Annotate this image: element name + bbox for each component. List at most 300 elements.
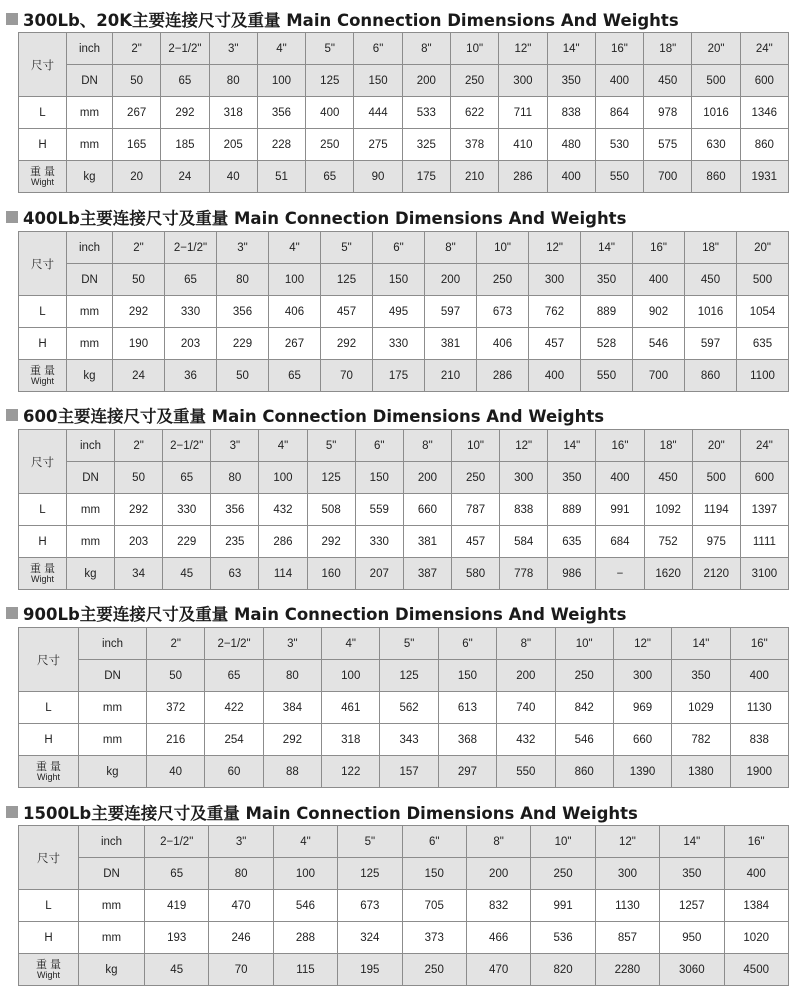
inch-cell: 2−1/2" (145, 826, 209, 858)
weight-value-cell: 400 (547, 161, 595, 193)
inch-cell: 4" (273, 826, 337, 858)
inch-cell: 20" (692, 33, 740, 65)
l-value-cell: 978 (644, 97, 692, 129)
inch-cell: 6" (402, 826, 466, 858)
l-value-cell: 613 (438, 692, 496, 724)
kg-unit-cell: kg (67, 558, 115, 590)
size-label-cell: 尺寸 (19, 628, 79, 692)
table-row-h (19, 724, 789, 756)
dn-cell: 600 (740, 462, 788, 494)
h-value-cell: 975 (692, 526, 740, 558)
weight-value-cell: 88 (263, 756, 321, 788)
dn-cell: 250 (451, 462, 499, 494)
inch-cell: 12" (499, 33, 547, 65)
h-value-cell: 165 (113, 129, 161, 161)
weight-value-cell: 195 (338, 954, 402, 986)
inch-label-cell: inch (67, 430, 115, 462)
h-value-cell: 378 (450, 129, 498, 161)
weight-value-cell: 70 (321, 360, 373, 392)
weight-value-cell: 860 (685, 360, 737, 392)
kg-unit-cell: kg (79, 954, 145, 986)
inch-cell: 4" (322, 628, 380, 660)
dimensions-table (18, 825, 789, 986)
section-title: 600主要连接尺寸及重量 Main Connection Dimensions And Weights (23, 407, 605, 426)
l-value-cell: 559 (355, 494, 403, 526)
size-label-cell: 尺寸 (19, 826, 79, 890)
l-value-cell: 356 (217, 296, 269, 328)
dn-cell: 350 (581, 264, 633, 296)
table-row-inch (19, 232, 789, 264)
dn-cell: 100 (257, 65, 305, 97)
weight-value-cell: 175 (402, 161, 450, 193)
weight-value-cell: 210 (425, 360, 477, 392)
inch-cell: 3" (209, 33, 257, 65)
l-value-cell: 902 (633, 296, 685, 328)
dn-cell: 400 (724, 858, 788, 890)
weight-value-cell: 297 (438, 756, 496, 788)
dn-cell: 200 (402, 65, 450, 97)
table-row-inch (19, 430, 789, 462)
inch-cell: 12" (613, 628, 671, 660)
h-label-cell: H (19, 922, 79, 954)
l-value-cell: 470 (209, 890, 273, 922)
h-value-cell: 286 (259, 526, 307, 558)
l-value-cell: 1194 (692, 494, 740, 526)
table-row-dn (19, 462, 789, 494)
inch-cell: 12" (595, 826, 659, 858)
h-value-cell: 324 (338, 922, 402, 954)
weight-label-en: Wight (36, 969, 60, 980)
inch-label-cell: inch (67, 33, 113, 65)
weight-label-cell (19, 954, 79, 986)
weight-label-cn: 重 量 (35, 958, 62, 971)
h-value-cell: 203 (165, 328, 217, 360)
dn-cell: 65 (145, 858, 209, 890)
inch-cell: 10" (531, 826, 595, 858)
l-value-cell: 991 (531, 890, 595, 922)
h-label-cell: H (19, 724, 79, 756)
weight-value-cell: 122 (322, 756, 380, 788)
inch-cell: 24" (740, 430, 788, 462)
weight-value-cell: 157 (380, 756, 438, 788)
dn-cell: 500 (692, 462, 740, 494)
table-row-dn (19, 264, 789, 296)
inch-cell: 3" (209, 826, 273, 858)
dn-cell: 100 (269, 264, 321, 296)
inch-cell: 4" (269, 232, 321, 264)
dn-cell: 300 (499, 65, 547, 97)
weight-value-cell: 50 (217, 360, 269, 392)
weight-value-cell: 115 (273, 954, 337, 986)
h-value-cell: 457 (451, 526, 499, 558)
dn-cell: 300 (595, 858, 659, 890)
inch-cell: 2" (147, 628, 205, 660)
l-value-cell: 711 (499, 97, 547, 129)
l-value-cell: 533 (402, 97, 450, 129)
dimensions-table (18, 429, 789, 590)
weight-value-cell: 65 (306, 161, 354, 193)
h-value-cell: 575 (644, 129, 692, 161)
l-value-cell: 1384 (724, 890, 788, 922)
weight-value-cell: 45 (163, 558, 211, 590)
dn-cell: 100 (259, 462, 307, 494)
weight-value-cell: 70 (209, 954, 273, 986)
section-title: 400Lb主要连接尺寸及重量 Main Connection Dimensions And Weights (23, 209, 627, 228)
weight-value-cell: 36 (165, 360, 217, 392)
h-value-cell: 292 (307, 526, 355, 558)
h-value-cell: 406 (477, 328, 529, 360)
inch-cell: 20" (737, 232, 789, 264)
table-row-l (19, 890, 789, 922)
dn-cell: 80 (217, 264, 269, 296)
h-value-cell: 530 (595, 129, 643, 161)
section-heading (6, 8, 679, 30)
weight-value-cell: 24 (113, 360, 165, 392)
inch-cell: 24" (740, 33, 788, 65)
weight-value-cell: 580 (451, 558, 499, 590)
weight-value-cell: 550 (497, 756, 555, 788)
section-heading (6, 602, 626, 624)
dn-cell: 400 (596, 462, 644, 494)
weight-value-cell: 3100 (740, 558, 788, 590)
dn-cell: 125 (306, 65, 354, 97)
h-value-cell: 229 (217, 328, 269, 360)
l-value-cell: 356 (211, 494, 259, 526)
weight-value-cell: 63 (211, 558, 259, 590)
inch-cell: 16" (596, 430, 644, 462)
dn-cell: 65 (205, 660, 263, 692)
table-row-h (19, 328, 789, 360)
table-row-weight (19, 360, 789, 392)
dn-label-cell: DN (67, 65, 113, 97)
weight-value-cell: 40 (209, 161, 257, 193)
inch-cell: 14" (581, 232, 633, 264)
weight-value-cell: 1390 (613, 756, 671, 788)
mm-unit-cell: mm (67, 129, 113, 161)
dn-cell: 250 (477, 264, 529, 296)
l-value-cell: 1257 (660, 890, 724, 922)
h-value-cell: 536 (531, 922, 595, 954)
kg-unit-cell: kg (67, 360, 113, 392)
h-value-cell: 318 (322, 724, 380, 756)
inch-cell: 14" (672, 628, 730, 660)
weight-value-cell: 40 (147, 756, 205, 788)
l-value-cell: 864 (595, 97, 643, 129)
dn-cell: 450 (644, 462, 692, 494)
weight-value-cell: 1931 (740, 161, 788, 193)
inch-cell: 3" (217, 232, 269, 264)
dimensions-table (18, 231, 789, 392)
l-value-cell: 562 (380, 692, 438, 724)
inch-cell: 2" (115, 430, 163, 462)
l-label-cell: L (19, 890, 79, 922)
h-value-cell: 203 (115, 526, 163, 558)
weight-label-en: Wight (30, 375, 54, 386)
weight-value-cell: 60 (205, 756, 263, 788)
inch-cell: 2" (113, 232, 165, 264)
table-row-inch (19, 33, 789, 65)
weight-value-cell: 286 (477, 360, 529, 392)
inch-cell: 10" (555, 628, 613, 660)
h-value-cell: 190 (113, 328, 165, 360)
inch-cell: 14" (548, 430, 596, 462)
h-value-cell: 597 (685, 328, 737, 360)
dn-cell: 125 (380, 660, 438, 692)
weight-value-cell: 1380 (672, 756, 730, 788)
weight-label-en: Wight (30, 176, 54, 187)
inch-cell: 5" (307, 430, 355, 462)
section-heading (6, 206, 626, 228)
weight-value-cell: 51 (257, 161, 305, 193)
h-value-cell: 343 (380, 724, 438, 756)
kg-unit-cell: kg (79, 756, 147, 788)
l-value-cell: 1130 (595, 890, 659, 922)
h-value-cell: 373 (402, 922, 466, 954)
dn-cell: 50 (115, 462, 163, 494)
table-row-h (19, 526, 789, 558)
inch-cell: 5" (380, 628, 438, 660)
dn-cell: 100 (322, 660, 380, 692)
dn-cell: 450 (685, 264, 737, 296)
l-label-cell: L (19, 296, 67, 328)
l-value-cell: 292 (161, 97, 209, 129)
l-value-cell: 1346 (740, 97, 788, 129)
dn-cell: 125 (321, 264, 373, 296)
h-value-cell: 432 (497, 724, 555, 756)
dn-label-cell: DN (67, 264, 113, 296)
size-label-cell: 尺寸 (19, 33, 67, 97)
l-value-cell: 1016 (685, 296, 737, 328)
dn-cell: 150 (438, 660, 496, 692)
h-value-cell: 368 (438, 724, 496, 756)
weight-value-cell: 700 (644, 161, 692, 193)
weight-value-cell: 45 (145, 954, 209, 986)
inch-cell: 16" (724, 826, 788, 858)
h-value-cell: 250 (306, 129, 354, 161)
weight-value-cell: 387 (403, 558, 451, 590)
weight-label-cell (19, 558, 67, 590)
l-value-cell: 660 (403, 494, 451, 526)
weight-value-cell: 90 (354, 161, 402, 193)
inch-cell: 2−1/2" (165, 232, 217, 264)
weight-value-cell: 2280 (595, 954, 659, 986)
h-value-cell: 292 (321, 328, 373, 360)
dn-cell: 350 (548, 462, 596, 494)
h-value-cell: 782 (672, 724, 730, 756)
weight-value-cell: 286 (499, 161, 547, 193)
dn-cell: 500 (737, 264, 789, 296)
h-value-cell: 229 (163, 526, 211, 558)
dn-cell: 200 (425, 264, 477, 296)
dn-cell: 65 (165, 264, 217, 296)
h-value-cell: 752 (644, 526, 692, 558)
dn-cell: 200 (466, 858, 530, 890)
l-value-cell: 318 (209, 97, 257, 129)
weight-value-cell: 160 (307, 558, 355, 590)
h-value-cell: 410 (499, 129, 547, 161)
h-value-cell: 267 (269, 328, 321, 360)
l-value-cell: 384 (263, 692, 321, 724)
h-value-cell: 193 (145, 922, 209, 954)
weight-label-cn: 重 量 (35, 760, 62, 773)
dn-cell: 65 (163, 462, 211, 494)
l-value-cell: 832 (466, 890, 530, 922)
dn-cell: 150 (373, 264, 425, 296)
h-value-cell: 381 (403, 526, 451, 558)
weight-value-cell: 860 (555, 756, 613, 788)
inch-cell: 5" (306, 33, 354, 65)
h-value-cell: 635 (548, 526, 596, 558)
table-row-h (19, 922, 789, 954)
h-value-cell: 254 (205, 724, 263, 756)
h-value-cell: 857 (595, 922, 659, 954)
l-value-cell: 1029 (672, 692, 730, 724)
l-value-cell: 969 (613, 692, 671, 724)
inch-cell: 3" (211, 430, 259, 462)
weight-label-cn: 重 量 (29, 562, 56, 575)
l-value-cell: 673 (338, 890, 402, 922)
bullet-square-icon (6, 409, 18, 421)
table-row-weight (19, 558, 789, 590)
dn-cell: 80 (209, 858, 273, 890)
h-value-cell: 325 (402, 129, 450, 161)
size-label-cell: 尺寸 (19, 232, 67, 296)
weight-value-cell: 550 (581, 360, 633, 392)
mm-unit-cell: mm (67, 494, 115, 526)
l-value-cell: 842 (555, 692, 613, 724)
inch-cell: 4" (257, 33, 305, 65)
dn-cell: 500 (692, 65, 740, 97)
weight-value-cell: 207 (355, 558, 403, 590)
h-value-cell: 246 (209, 922, 273, 954)
h-value-cell: 660 (613, 724, 671, 756)
table-row-weight (19, 756, 789, 788)
weight-value-cell: 1620 (644, 558, 692, 590)
l-value-cell: 546 (273, 890, 337, 922)
mm-unit-cell: mm (67, 328, 113, 360)
l-value-cell: 461 (322, 692, 380, 724)
l-value-cell: 1397 (740, 494, 788, 526)
inch-label-cell: inch (79, 826, 145, 858)
l-value-cell: 422 (205, 692, 263, 724)
table-row-l (19, 692, 789, 724)
l-value-cell: 1054 (737, 296, 789, 328)
section-title: 1500Lb主要连接尺寸及重量 Main Connection Dimensions And Weights (23, 804, 638, 823)
inch-cell: 6" (355, 430, 403, 462)
h-value-cell: 480 (547, 129, 595, 161)
h-value-cell: 630 (692, 129, 740, 161)
l-value-cell: 597 (425, 296, 477, 328)
h-value-cell: 684 (596, 526, 644, 558)
l-value-cell: 432 (259, 494, 307, 526)
h-value-cell: 950 (660, 922, 724, 954)
inch-cell: 12" (529, 232, 581, 264)
h-label-cell: H (19, 328, 67, 360)
dn-cell: 50 (113, 65, 161, 97)
dn-cell: 150 (354, 65, 402, 97)
inch-cell: 20" (692, 430, 740, 462)
l-value-cell: 444 (354, 97, 402, 129)
dn-cell: 400 (633, 264, 685, 296)
inch-cell: 4" (259, 430, 307, 462)
table-row-weight (19, 161, 789, 193)
l-value-cell: 622 (450, 97, 498, 129)
table-row-l (19, 296, 789, 328)
h-value-cell: 1111 (740, 526, 788, 558)
table-row-dn (19, 65, 789, 97)
inch-cell: 2−1/2" (163, 430, 211, 462)
dn-cell: 125 (307, 462, 355, 494)
mm-unit-cell: mm (67, 97, 113, 129)
weight-value-cell: 65 (269, 360, 321, 392)
l-value-cell: 356 (257, 97, 305, 129)
table-row-dn (19, 660, 789, 692)
dn-cell: 200 (403, 462, 451, 494)
h-value-cell: 584 (500, 526, 548, 558)
weight-value-cell: 1900 (730, 756, 788, 788)
weight-label-cn: 重 量 (29, 364, 56, 377)
table-row-dn (19, 858, 789, 890)
l-value-cell: 1130 (730, 692, 788, 724)
dimensions-table (18, 627, 789, 788)
h-value-cell: 860 (740, 129, 788, 161)
inch-cell: 5" (321, 232, 373, 264)
h-value-cell: 330 (373, 328, 425, 360)
inch-cell: 16" (730, 628, 788, 660)
l-value-cell: 267 (113, 97, 161, 129)
dn-cell: 300 (500, 462, 548, 494)
h-value-cell: 546 (633, 328, 685, 360)
table-row-weight (19, 954, 789, 986)
l-value-cell: 889 (548, 494, 596, 526)
weight-value-cell: 4500 (724, 954, 788, 986)
table-row-inch (19, 826, 789, 858)
h-value-cell: 205 (209, 129, 257, 161)
table-row-l (19, 494, 789, 526)
l-value-cell: 400 (306, 97, 354, 129)
inch-cell: 18" (644, 33, 692, 65)
dn-label-cell: DN (79, 660, 147, 692)
dn-cell: 400 (730, 660, 788, 692)
weight-value-cell: 24 (161, 161, 209, 193)
l-value-cell: 1092 (644, 494, 692, 526)
dn-cell: 125 (338, 858, 402, 890)
l-value-cell: 292 (115, 494, 163, 526)
h-value-cell: 838 (730, 724, 788, 756)
weight-label-cell (19, 756, 79, 788)
weight-value-cell: 2120 (692, 558, 740, 590)
dn-label-cell: DN (79, 858, 145, 890)
l-value-cell: 787 (451, 494, 499, 526)
inch-cell: 10" (451, 430, 499, 462)
weight-value-cell: 470 (466, 954, 530, 986)
inch-cell: 8" (402, 33, 450, 65)
section-heading (6, 404, 604, 426)
inch-label-cell: inch (67, 232, 113, 264)
inch-cell: 6" (354, 33, 402, 65)
l-value-cell: 889 (581, 296, 633, 328)
inch-cell: 8" (403, 430, 451, 462)
h-value-cell: 288 (273, 922, 337, 954)
inch-cell: 14" (547, 33, 595, 65)
weight-label-cell (19, 161, 67, 193)
inch-cell: 16" (633, 232, 685, 264)
weight-value-cell: 20 (113, 161, 161, 193)
weight-value-cell: 700 (633, 360, 685, 392)
h-value-cell: 292 (263, 724, 321, 756)
mm-unit-cell: mm (67, 296, 113, 328)
weight-value-cell: 175 (373, 360, 425, 392)
